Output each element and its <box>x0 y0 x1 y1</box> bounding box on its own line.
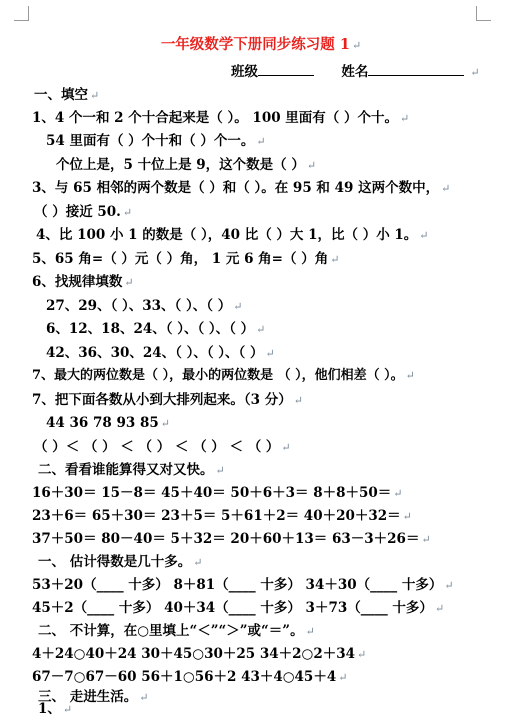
question-1: 1、4 个一和 2 个十合起来是（ ）。 100 里面有（ ）个十。 ↵ <box>32 110 410 126</box>
compare-row-2: 67－7○67－60 56＋1○56＋2 43＋4○45＋4 ↵ <box>32 669 348 685</box>
compare-row-1: 4＋24○40＋24 30＋45○30＋25 34＋2○2＋34 ↵ <box>32 646 367 662</box>
page-corner-mark-left <box>14 6 29 21</box>
ordering-blanks: （ ）＜ （ ） ＜ （ ） ＜ （ ） ＜ （ ） ↵ <box>34 439 291 455</box>
question-6-heading: 6、找规律填数 ↵ <box>32 274 134 290</box>
estimate-row-2: 45＋2（____ 十多） 40＋34（____ 十多） 3＋73（____ 十多） ↵ <box>32 600 445 616</box>
class-name-row: 班级 姓名 ↵ <box>231 61 480 82</box>
pattern-row-2: 6、12、18、24、（ ）、（ ）、（ ） ↵ <box>46 321 266 337</box>
section-fill-blank-heading: 一、填空 ↵ <box>34 87 100 103</box>
class-blank[interactable] <box>258 61 314 76</box>
name-blank[interactable] <box>368 61 464 76</box>
numbers-to-order: 44 36 78 93 85 ↵ <box>46 415 170 431</box>
pattern-row-3: 42、36、30、24、（ ）、（ ）、（ ） ↵ <box>46 345 275 361</box>
class-label: 班级 <box>231 64 258 80</box>
question-7-a: 7、最大的两位数是（ ），最小的两位数是 （ ），他们相差（ ）。 ↵ <box>32 368 415 383</box>
name-label: 姓名 <box>341 64 369 80</box>
calc-row-2: 23＋6＝ 65＋30＝ 23＋5＝ 5＋61＋2＝ 40＋20＋32＝ ↵ <box>32 508 412 524</box>
question-3: 3、与 65 相邻的两个数是（ ）和（ ）。在 95 和 49 这两个数中， ↵ <box>32 180 451 196</box>
section-calculation-heading: 二、看看谁能算得又对又快。 ↵ <box>38 462 225 478</box>
question-4: 4、比 100 小 1 的数是（ ），40 比（ ）大 1，比（ ）小 1。 ↵ <box>36 227 429 243</box>
calc-row-1: 16＋30＝ 15－8＝ 45＋40＝ 50＋6＋3＝ 8＋8＋50＝ ↵ <box>32 485 403 501</box>
question-2: 个位上是，5 十位上是 9，这个数是（ ） ↵ <box>56 157 317 173</box>
question-1-part-2: 54 里面有（ ）个十和（ ）个一。 ↵ <box>46 133 266 149</box>
pattern-row-1: 27、29、（ ）、33、（ ）、（ ） ↵ <box>46 298 243 314</box>
question-3-continued: （ ）接近 50. ↵ <box>34 204 133 220</box>
estimate-row-1: 53＋20（____ 十多） 8＋81（____ 十多） 34＋30（____ 十多） ↵ <box>32 577 454 593</box>
section-estimate-heading: 一、 估计得数是几十多。 ↵ <box>38 554 203 570</box>
question-7-b: 7、把下面各数从小到大排列起来。（3 分） ↵ <box>32 392 303 408</box>
page-corner-mark-right <box>476 6 491 21</box>
section-compare-heading: 二、 不计算，在○里填上“＜”“＞”或“＝”。 ↵ <box>38 623 315 639</box>
worksheet-title: 一年级数学下册同步练习题 1 ↵ <box>160 36 362 53</box>
section-life-heading: 三、 走进生活。 ↵ <box>38 689 149 705</box>
calc-row-3: 37＋50＝ 80－40＝ 5＋32＝ 20＋60＋13＝ 63－3＋26＝ ↵ <box>32 531 431 547</box>
question-5: 5、65 角=（ ）元（ ）角， 1 元 6 角=（ ）角 ↵ <box>32 251 340 267</box>
life-question-1: 1、 ↵ <box>38 701 73 717</box>
